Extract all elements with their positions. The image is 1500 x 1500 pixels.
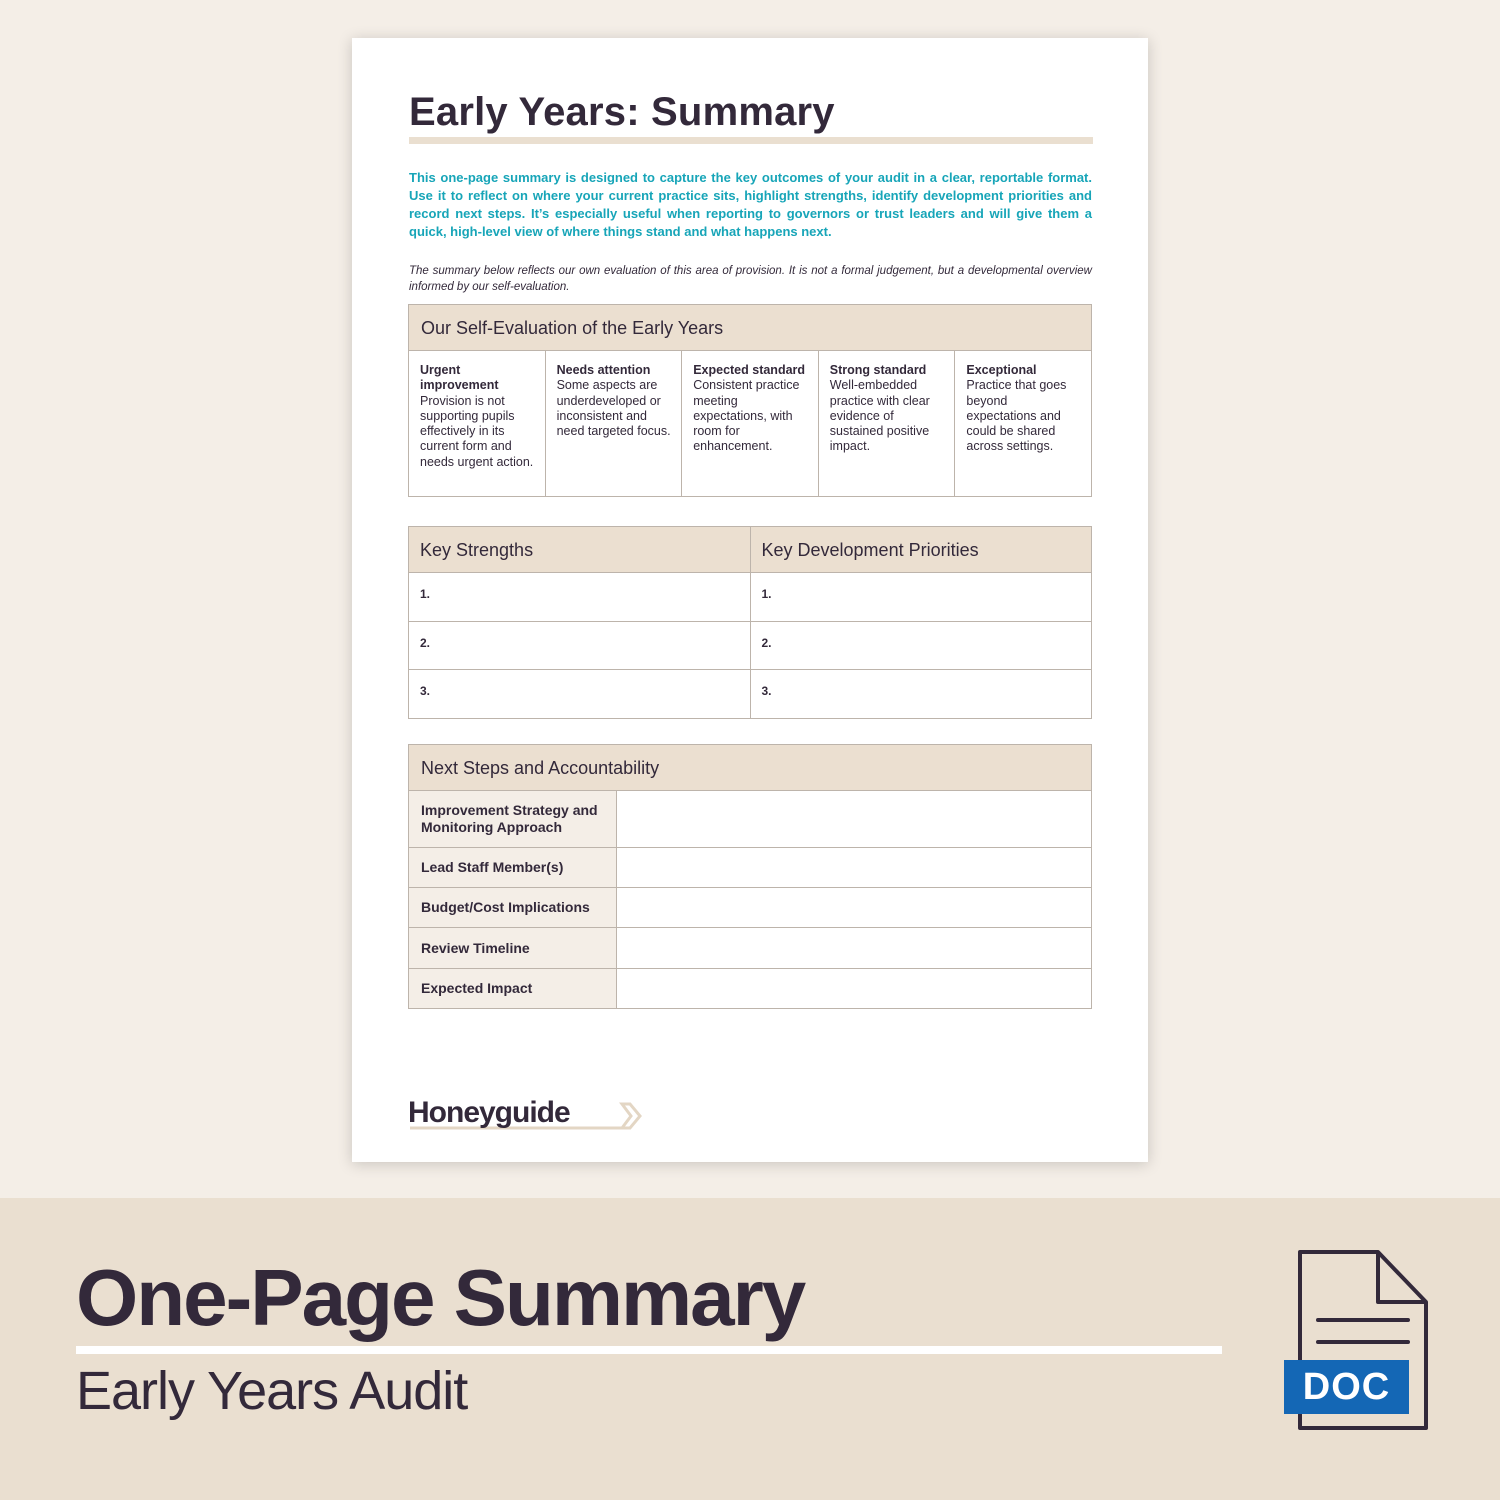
priorities-column — [751, 527, 1092, 718]
banner-subtitle: Early Years Audit — [76, 1361, 468, 1421]
priorities-heading: Key Development Priorities — [751, 527, 1092, 573]
scale-level-description: Some aspects are underdeveloped or inconsistent and need targeted focus. — [556, 378, 671, 439]
priority-row[interactable]: 2. — [751, 622, 1092, 671]
next-steps-value-field[interactable] — [617, 928, 1091, 968]
strengths-column — [409, 527, 751, 718]
scale-level-description: Consistent practice meeting expectations, with room for enhancement. — [693, 378, 800, 454]
scale-level-name: Needs attention — [556, 363, 651, 377]
scale-cell-strong[interactable] — [819, 351, 956, 496]
next-steps-label: Review Timeline — [409, 928, 617, 968]
next-steps-label: Expected Impact — [409, 969, 617, 1008]
next-steps-value-field[interactable] — [617, 888, 1091, 927]
strengths-priorities-table — [408, 526, 1092, 719]
priority-row[interactable]: 1. — [751, 573, 1092, 622]
scale-level-name: Urgent improvement — [420, 363, 499, 393]
doc-format-badge: DOC — [1284, 1360, 1409, 1414]
strength-row[interactable]: 1. — [409, 573, 750, 622]
scale-level-description: Practice that goes beyond expectations and could be shared across settings. — [966, 378, 1067, 454]
priority-row[interactable]: 3. — [761, 684, 772, 699]
next-steps-table — [408, 744, 1092, 1009]
scale-level-name: Exceptional — [966, 363, 1037, 377]
scale-cell-needs-attention[interactable] — [546, 351, 683, 496]
next-steps-heading: Next Steps and Accountability — [409, 745, 1091, 791]
scale-cell-urgent[interactable] — [409, 351, 546, 496]
title-underline — [409, 137, 1093, 144]
next-steps-label: Budget/Cost Implications — [409, 888, 617, 927]
intro-paragraph: This one-page summary is designed to capture the key outcomes of your audit in a clear, reportable format. Use it to reflect on where your current practice sits, highlight strengths, identify development priorities and record next steps. It’s especially useful when reporting to governors or trust leaders and will give them a quick, high-level view of where things stand and what happens next. — [409, 170, 1092, 239]
scale-cell-exceptional[interactable] — [955, 351, 1091, 496]
self-evaluation-heading: Our Self-Evaluation of the Early Years — [409, 305, 1091, 351]
next-steps-row — [409, 928, 1091, 969]
next-steps-row — [409, 848, 1091, 888]
next-steps-row — [409, 791, 1091, 848]
document-title: Early Years: Summary — [409, 90, 835, 134]
document-page — [352, 38, 1148, 1162]
strength-row[interactable]: 3. — [420, 684, 431, 699]
strength-row[interactable]: 2. — [409, 622, 750, 671]
honeyguide-logo: Honeyguide — [408, 1096, 570, 1129]
scale-level-name: Strong standard — [829, 363, 927, 377]
scale-level-description: Provision is not supporting pupils effectively in its current form and needs urgent action. — [420, 393, 534, 469]
product-banner — [0, 1198, 1500, 1500]
scale-level-name: Expected standard — [693, 363, 806, 377]
evaluation-scale — [409, 351, 1091, 496]
self-evaluation-table — [408, 304, 1092, 497]
next-steps-value-field[interactable] — [617, 791, 1091, 847]
evaluation-note: The summary below reflects our own evaluation of this area of provision. It is not a formal judgement, but a developmental overview informed by our self-evaluation. — [409, 265, 1092, 293]
banner-title: One-Page Summary — [76, 1253, 805, 1342]
banner-rule — [76, 1346, 1222, 1354]
next-steps-label: Lead Staff Member(s) — [409, 848, 617, 887]
next-steps-value-field[interactable] — [617, 848, 1091, 887]
scale-cell-expected[interactable] — [682, 351, 819, 496]
next-steps-value-field[interactable] — [617, 969, 1091, 1008]
next-steps-label: Improvement Strategy and Monitoring Approach — [409, 791, 617, 847]
next-steps-row — [409, 888, 1091, 928]
strengths-heading: Key Strengths — [409, 527, 750, 573]
scale-level-description: Well-embedded practice with clear evidence of sustained positive impact. — [829, 378, 930, 454]
next-steps-row — [409, 969, 1091, 1008]
